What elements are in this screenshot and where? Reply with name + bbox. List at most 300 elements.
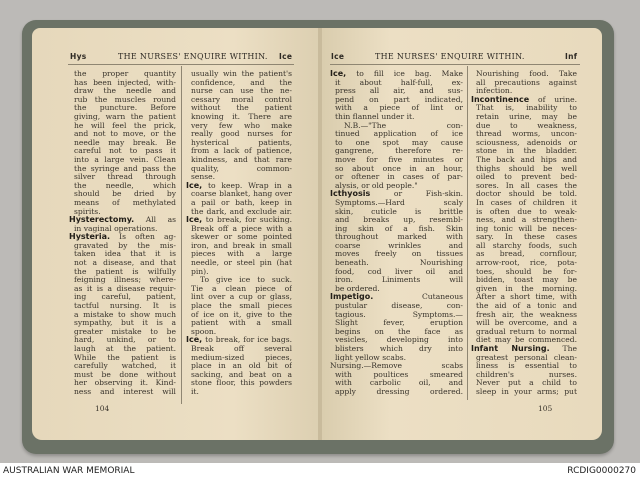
left-header-title: THE NURSES' ENQUIRE WITHIN.: [118, 52, 268, 61]
catalogue-id: RCDIG0000270: [567, 466, 636, 476]
text-line: [330, 379, 463, 388]
line-text: of ice on it, give to the: [191, 310, 292, 319]
text-line: [186, 268, 292, 277]
text-line: [471, 233, 577, 242]
text-line: [330, 225, 463, 234]
line-text: sleep in your arms; put: [476, 387, 577, 396]
text-line: [186, 379, 292, 388]
line-text: thin flannel under it.: [335, 112, 415, 121]
line-text: needle, or steel pin (hat: [191, 259, 292, 268]
line-text: all precautions against: [476, 78, 577, 87]
text-line: [471, 190, 577, 199]
line-text: with a piece of lint or: [335, 104, 463, 113]
line-text: liness is essential to: [476, 362, 577, 371]
right-page-column-1: [330, 70, 463, 397]
text-line: [471, 70, 577, 79]
line-text: sciousness, adenoids or: [476, 138, 577, 147]
line-text: rub the muscles round: [74, 95, 176, 104]
text-line: [69, 122, 176, 131]
entry-headword: Incontinence: [471, 95, 530, 104]
line-text: from a lack of patience,: [191, 147, 292, 156]
text-line: [69, 250, 176, 259]
line-text: ing careful, patient,: [74, 293, 176, 302]
line-text: tinued application of ice: [335, 130, 463, 139]
text-line: [186, 147, 292, 156]
line-text: pieces with a large: [191, 250, 292, 259]
right-header-title: THE NURSES' ENQUIRE WITHIN.: [375, 52, 525, 61]
line-text: to one spot may cause: [335, 138, 463, 147]
text-line: [186, 216, 292, 225]
text-line: [69, 388, 176, 397]
line-text: pin).: [191, 267, 209, 276]
text-line: [330, 362, 463, 371]
text-line: [330, 354, 463, 363]
line-text: iron, and break in small: [191, 241, 292, 250]
text-line: [471, 96, 577, 105]
line-text: coarse wrinkles and: [335, 241, 463, 250]
text-line: [186, 311, 292, 320]
text-line: [471, 354, 577, 363]
text-line: [69, 165, 176, 174]
line-text: greater mistake to be: [74, 327, 176, 336]
line-text: Tie a clean piece of: [191, 284, 292, 293]
text-line: [186, 122, 292, 131]
line-text: very few who make: [191, 121, 292, 130]
line-text: her observing it. Kind-: [74, 379, 176, 388]
text-line: [330, 371, 463, 380]
text-line: [471, 182, 577, 191]
line-text: draw the needle and: [74, 87, 176, 96]
line-text: it.: [191, 387, 199, 396]
line-text: should be dried by: [74, 190, 176, 199]
line-text: sary. In these cases: [476, 233, 577, 242]
line-text: tagious. Symptoms.—: [335, 310, 463, 319]
line-text: light yellow scabs.: [335, 353, 407, 362]
line-text: usually win the patient's: [191, 70, 292, 78]
right-page-column-2: [471, 70, 577, 397]
text-line: [186, 242, 292, 251]
text-line: [471, 199, 577, 208]
line-text: lint over a cup or glass,: [191, 293, 292, 302]
text-line: [471, 156, 577, 165]
text-line: [330, 139, 463, 148]
text-line: [69, 328, 176, 337]
line-text: patient with a small: [191, 319, 292, 328]
line-text: to keep. Wrap in a: [202, 181, 292, 190]
text-line: [330, 388, 463, 397]
line-text: knowing it. There are: [191, 112, 292, 121]
text-line: [186, 139, 292, 148]
line-text: ness, and a strengthen-: [476, 216, 577, 225]
text-line: [330, 268, 463, 277]
text-line: [69, 104, 176, 113]
text-line: [330, 336, 463, 345]
line-text: quality, common-: [191, 164, 292, 173]
line-text: ness and interest will: [74, 387, 176, 396]
line-text: the dark, and exclude air.: [191, 207, 292, 216]
text-line: [471, 208, 577, 217]
text-line: [69, 113, 176, 122]
text-line: [186, 156, 292, 165]
text-line: [471, 122, 577, 131]
header-rule: [68, 64, 294, 65]
line-text: gradual return to normal: [476, 327, 577, 336]
entry-headword: Infant Nursing.: [471, 345, 550, 353]
text-line: [186, 354, 292, 363]
line-text: sacking, and beat on a: [191, 370, 292, 379]
line-text: so about once in an hour,: [335, 164, 463, 173]
text-line: [471, 319, 577, 328]
text-line: [330, 242, 463, 251]
text-line: [69, 156, 176, 165]
text-line: [69, 354, 176, 363]
text-line: [69, 225, 176, 234]
text-line: [69, 173, 176, 182]
page-number-right: 105: [538, 404, 553, 413]
line-text: beneath. Nourishing: [335, 259, 463, 268]
text-line: [186, 285, 292, 294]
line-text: The back and hips and: [476, 155, 577, 164]
line-text: due to weakness,: [476, 121, 577, 130]
text-line: [186, 70, 292, 79]
text-line: [69, 130, 176, 139]
line-text: begins on the face as: [335, 327, 463, 336]
line-text: While the patient is: [74, 353, 176, 362]
line-text: That is, inability to: [476, 104, 577, 113]
line-text: and breaks up, resembl-: [335, 216, 463, 225]
text-line: [186, 130, 292, 139]
line-text: with carbolic oil, and: [335, 379, 463, 388]
text-line: [330, 199, 463, 208]
line-text: iron. Liniments will: [335, 276, 463, 285]
line-text: laugh at the patient.: [74, 345, 176, 353]
text-line: [69, 199, 176, 208]
page-number-left: 104: [95, 404, 110, 413]
text-line: [69, 147, 176, 156]
text-line: [69, 336, 176, 345]
text-line: [186, 259, 292, 268]
text-line: [471, 345, 577, 354]
entry-headword: Ice,: [186, 216, 203, 225]
text-line: [330, 147, 463, 156]
line-text: giving, warn the patient: [74, 112, 176, 121]
text-line: [471, 276, 577, 285]
line-text: food, cod liver oil and: [335, 267, 463, 276]
line-text: diet may be commenced.: [476, 336, 577, 345]
line-text: All as: [134, 216, 176, 225]
line-text: toes, should be for-: [476, 267, 577, 276]
text-line: [186, 336, 292, 345]
line-text: silver thread through: [74, 173, 176, 182]
line-text: all starchy foods, such: [476, 241, 577, 250]
left-page-column-2: [186, 70, 292, 397]
text-line: [69, 182, 176, 191]
line-text: ing skin of a fish. Skin: [335, 224, 463, 233]
line-text: taken idea that it is: [74, 250, 176, 259]
line-text: not a disease, and that: [74, 259, 176, 268]
text-line: [69, 379, 176, 388]
line-text: cessary moral control: [191, 95, 292, 104]
line-text: to break, for sucking.: [202, 216, 292, 225]
text-line: [186, 208, 292, 217]
line-text: confidence, and the: [191, 78, 292, 87]
text-line: [186, 388, 292, 397]
text-line: [471, 328, 577, 337]
text-line: [69, 259, 176, 268]
text-line: [471, 139, 577, 148]
text-line: [471, 379, 577, 388]
text-line: [330, 276, 463, 285]
left-header-guideword-right: Ice: [279, 52, 293, 61]
entry-headword: Ice,: [186, 336, 203, 345]
text-line: [186, 293, 292, 302]
text-line: [330, 259, 463, 268]
text-line: [330, 96, 463, 105]
line-text: throughout marked with: [335, 233, 463, 242]
line-text: spoon.: [191, 327, 217, 336]
text-line: [186, 87, 292, 96]
line-text: spirits.: [74, 207, 101, 216]
text-line: [186, 182, 292, 191]
line-text: to fill ice bag. Make: [346, 70, 463, 78]
text-line: [471, 165, 577, 174]
text-line: [69, 285, 176, 294]
line-text: thighs should be well: [476, 164, 577, 173]
text-line: [186, 233, 292, 242]
text-line: [330, 208, 463, 217]
text-line: [186, 276, 292, 285]
text-line: [69, 293, 176, 302]
line-text: stone floor, this powders: [191, 379, 292, 388]
line-text: infection.: [476, 87, 513, 96]
header-rule: [330, 64, 580, 65]
text-line: [69, 87, 176, 96]
line-text: has been injected, with-: [74, 78, 176, 87]
text-line: [471, 242, 577, 251]
text-line: [186, 328, 292, 337]
line-text: with poultices smeared: [335, 370, 463, 379]
line-text: into a large vein. Clean: [74, 155, 176, 164]
line-text: Break off a piece with a: [191, 224, 292, 233]
line-text: stone in the bladder.: [476, 147, 577, 156]
line-text: in vaginal operations.: [74, 224, 158, 233]
text-line: [330, 165, 463, 174]
entry-headword: Hysterectomy.: [69, 216, 135, 225]
line-text: as it is a disease requir-: [74, 284, 176, 293]
text-line: [330, 319, 463, 328]
line-text: apply dressing ordered.: [335, 387, 463, 396]
text-line: [330, 233, 463, 242]
line-text: N.B.—"The con-: [344, 121, 463, 130]
text-line: [330, 122, 463, 131]
institution-credit: AUSTRALIAN WAR MEMORIAL: [3, 466, 135, 476]
text-line: [330, 79, 463, 88]
line-text: sores. In all cases the: [476, 181, 577, 190]
text-line: [69, 190, 176, 199]
line-text: Is often ag-: [110, 233, 176, 242]
text-line: [69, 216, 176, 225]
line-text: arrow-root, rice, pota-: [476, 259, 577, 268]
text-line: [330, 190, 463, 199]
text-line: [330, 216, 463, 225]
text-line: [69, 96, 176, 105]
line-text: Slight fever, eruption: [335, 319, 463, 328]
line-text: place in an old bit of: [191, 362, 292, 371]
line-text: or Fish-skin.: [370, 190, 463, 199]
entry-headword: Hysteria.: [69, 233, 111, 242]
left-page-column-1: [69, 70, 176, 397]
line-text: sympathy, but it is a: [74, 319, 176, 328]
text-line: [186, 173, 292, 182]
text-line: [69, 302, 176, 311]
line-text: press all air, and sus-: [335, 87, 463, 96]
text-line: [186, 199, 292, 208]
book-spine: [318, 28, 322, 440]
line-text: without the patient: [191, 104, 292, 113]
line-text: gravated by the mis-: [74, 241, 176, 250]
line-text: the puncture. Before: [74, 104, 176, 113]
line-text: the aid of a tonic and: [476, 302, 577, 311]
line-text: skewer or some pointed: [191, 233, 292, 242]
line-text: Nursing.—Remove scabs: [330, 362, 463, 371]
line-text: retain urine, may be: [476, 112, 577, 121]
line-text: sense.: [191, 173, 216, 182]
text-line: [471, 362, 577, 371]
line-text: fresh air, the weakness: [476, 310, 577, 319]
line-text: as bread, cornflour,: [476, 250, 577, 259]
text-line: [69, 268, 176, 277]
text-line: [471, 259, 577, 268]
text-line: [69, 319, 176, 328]
text-line: [471, 250, 577, 259]
text-line: [471, 87, 577, 96]
line-text: doctor should be told.: [476, 190, 577, 199]
line-text: nurse can use the ne-: [191, 87, 292, 96]
line-text: hard, unkind, or to: [74, 336, 176, 345]
right-header-guideword: Ice: [331, 52, 345, 61]
text-line: [69, 70, 176, 79]
line-text: careful not to pass it: [74, 147, 176, 156]
text-line: [69, 276, 176, 285]
line-text: pend on part indicated,: [335, 95, 463, 104]
right-header-guideword-right: Inf: [565, 52, 578, 61]
text-line: [330, 173, 463, 182]
text-line: [471, 388, 577, 397]
line-text: oiled to prevent bed-: [476, 173, 577, 182]
line-text: a pail or bath, keep in: [191, 198, 292, 207]
line-text: the proper quantity: [74, 70, 176, 78]
line-text: or oftener in cases of par-: [335, 173, 463, 182]
text-line: [471, 147, 577, 156]
line-text: feigning illness; where-: [74, 276, 176, 285]
line-text: greatest personal clean-: [476, 353, 577, 362]
text-line: [471, 302, 577, 311]
text-line: [69, 208, 176, 217]
line-text: vesicles, developing into: [335, 336, 463, 345]
line-text: be ordered.: [335, 284, 380, 293]
entry-headword: Impetigo.: [330, 293, 374, 302]
text-line: [69, 242, 176, 251]
line-text: Never put a child to: [476, 379, 577, 388]
text-line: [186, 79, 292, 88]
line-text: Break off several: [191, 345, 292, 353]
line-text: hysterical patients,: [191, 138, 292, 147]
line-text: gangrene, therefore re-: [335, 147, 463, 156]
text-line: [69, 345, 176, 354]
line-text: carefully watched, it: [74, 362, 176, 371]
text-line: [471, 130, 577, 139]
line-text: must be done without: [74, 370, 176, 379]
line-text: and not to move, or the: [74, 130, 176, 139]
line-text: After a short time, with: [476, 293, 577, 302]
line-text: the patient is wilfully: [74, 267, 176, 276]
text-line: [186, 371, 292, 380]
left-header-guideword: Hys: [70, 52, 87, 61]
line-text: coarse blanket, hang over: [191, 190, 292, 199]
text-line: [186, 104, 292, 113]
line-text: needle may break. Be: [74, 138, 176, 147]
line-text: to break, for ice bags.: [202, 336, 292, 345]
line-text: it about half-full, ex-: [335, 78, 463, 87]
column-divider: [181, 66, 182, 404]
line-text: the syringe and pass the: [74, 164, 176, 173]
text-line: [471, 113, 577, 122]
line-text: kindness, and that rare: [191, 155, 292, 164]
text-line: [471, 371, 577, 380]
entry-headword: Icthyosis: [330, 190, 371, 199]
line-text: Symptoms.—Hard scaly: [335, 198, 463, 207]
text-line: [471, 311, 577, 320]
line-text: moves freely on tissues: [335, 250, 463, 259]
line-text: given in the morning.: [476, 284, 577, 293]
line-text: To give ice to suck.: [200, 276, 292, 285]
line-text: Cutaneous: [373, 293, 463, 302]
line-text: medium-sized pieces,: [191, 353, 292, 362]
line-text: bidden, toast may be: [476, 276, 577, 285]
line-text: The: [549, 345, 577, 353]
line-text: the needle, which: [74, 181, 176, 190]
entry-headword: Ice,: [330, 70, 347, 78]
line-text: he will feel the prick,: [74, 121, 176, 130]
text-line: [471, 79, 577, 88]
line-text: children's nurses.: [476, 370, 577, 379]
text-line: [69, 362, 176, 371]
text-line: [69, 233, 176, 242]
text-line: [330, 345, 463, 354]
text-line: [186, 319, 292, 328]
entry-headword: Ice,: [186, 181, 203, 190]
text-line: [471, 336, 577, 345]
line-text: thread worms, uncon-: [476, 130, 577, 139]
line-text: means of methylated: [74, 198, 176, 207]
text-line: [69, 371, 176, 380]
line-text: blisters which dry into: [335, 345, 463, 353]
text-line: [69, 79, 176, 88]
line-text: will be overcome, and a: [476, 319, 577, 328]
text-line: [471, 173, 577, 182]
text-line: [69, 311, 176, 320]
text-line: [471, 216, 577, 225]
text-line: [186, 190, 292, 199]
text-line: [186, 96, 292, 105]
text-line: [186, 345, 292, 354]
text-line: [471, 268, 577, 277]
text-line: [186, 225, 292, 234]
text-line: [186, 113, 292, 122]
text-line: [330, 311, 463, 320]
text-line: [186, 362, 292, 371]
text-line: [471, 293, 577, 302]
